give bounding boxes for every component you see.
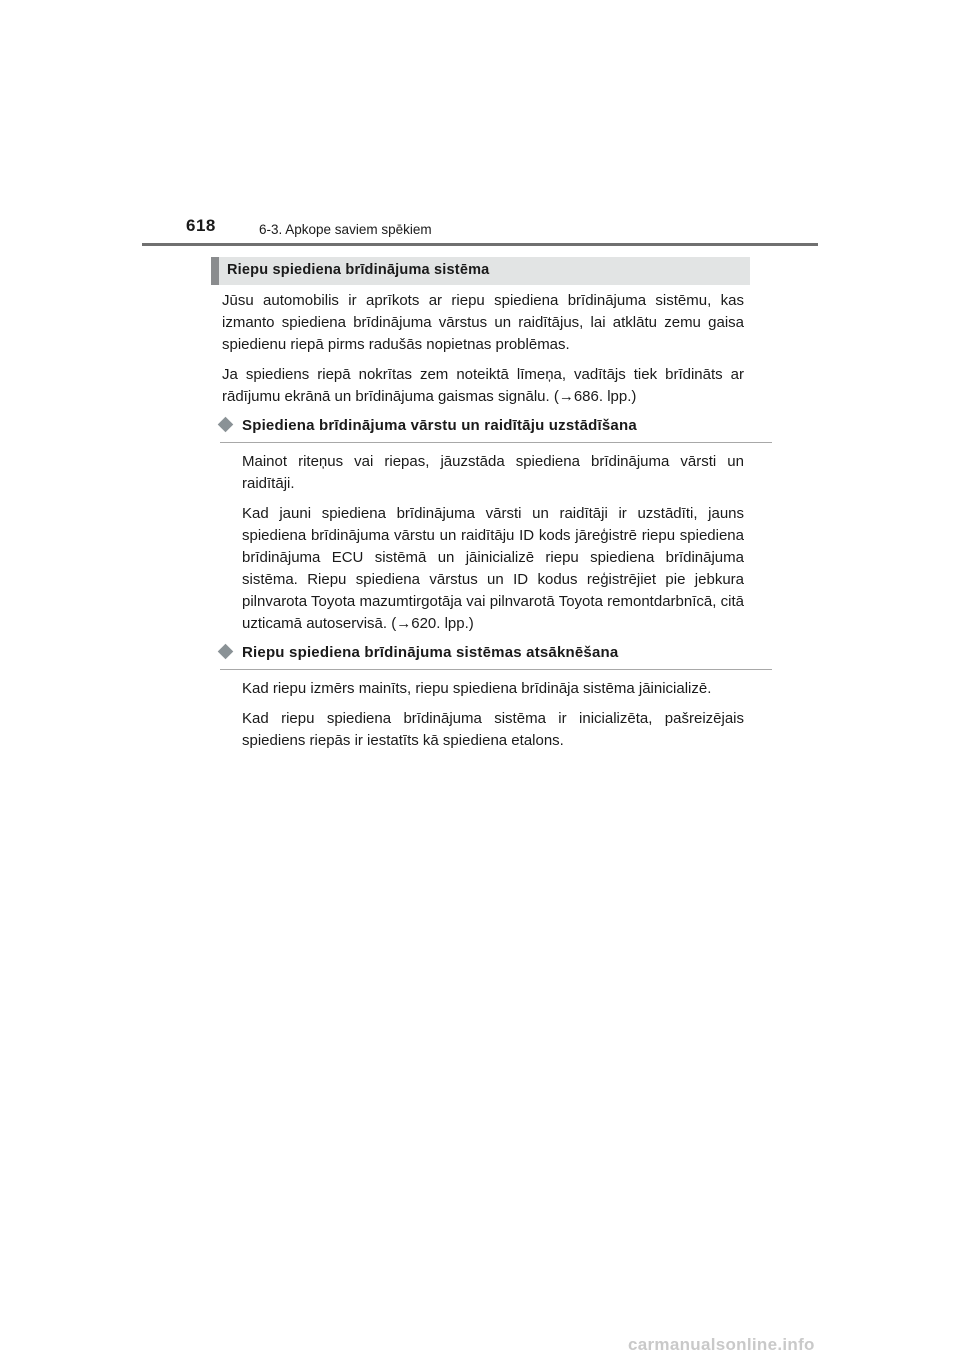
intro-paragraph: Ja spiediens riepā nokrītas zem noteiktā līmeņa, vadītājs tiek brīdināts ar rādījumu ekrānā un brīdinājuma gaismas signālu. (→686. lpp.) xyxy=(222,366,744,405)
intro-paragraph: Jūsu automobilis ir aprīkots ar riepu spiediena brīdinājuma sistēmu, kas izmanto spiediena brīdinājuma vārstus un raidītājus, lai atklātu zemu gaisa spiedienu riepā pirms radušās nopietnas problēmas. xyxy=(222,292,744,353)
subsection-heading-text: Spiediena brīdinājuma vārstu un raidītāju uzstādīšana xyxy=(242,417,637,434)
topic-heading-bar xyxy=(211,257,750,285)
watermark: carmanualsonline.info xyxy=(628,1335,815,1354)
subsection-heading-text: Riepu spiediena brīdinājuma sistēmas atsāknēšana xyxy=(242,644,619,661)
section-title: 6-3. Apkope saviem spēkiem xyxy=(259,222,432,237)
subsection-paragraph: Mainot riteņus vai riepas, jāuzstāda spiediena brīdinājuma vārsti un raidītāji. xyxy=(242,453,744,492)
diamond-bullet-icon xyxy=(218,417,234,433)
subsection-heading xyxy=(220,643,772,670)
subsection-paragraph: Kad jauni spiediena brīdinājuma vārsti un raidītāji ir uzstādīti, jauns spiediena brīdinājuma vārstu un raidītāju ID kods jāreģistrē riepu spiediena brīdinājuma ECU sistēmā un jāinicializē riepu spiediena brīdinājuma sistēma. Riepu spiediena vārstus un ID kodus reģistrējiet pie jebkura pilnvarota Toyota mazumtirgotāja vai pilnvarotā Toyota remontdarbnīcā, citā uzticamā autoservisā. (→620. lpp.) xyxy=(242,505,744,632)
subsection-body xyxy=(222,678,744,752)
subsection-body xyxy=(222,451,744,635)
header-divider xyxy=(142,243,818,246)
subsection-paragraph: Kad riepu izmērs mainīts, riepu spiediena brīdināja sistēma jāinicializē. xyxy=(242,680,712,697)
page-number: 618 xyxy=(186,216,216,235)
content-body xyxy=(222,290,744,760)
subsection-heading xyxy=(220,416,772,443)
diamond-bullet-icon xyxy=(218,644,234,660)
topic-title: Riepu spiediena brīdinājuma sistēma xyxy=(227,262,490,278)
subsection-paragraph: Kad riepu spiediena brīdinājuma sistēma ir inicializēta, pašreizējais spiediens riepās ir iestatīts kā spiediena etalons. xyxy=(242,710,744,749)
page-header xyxy=(186,214,826,244)
